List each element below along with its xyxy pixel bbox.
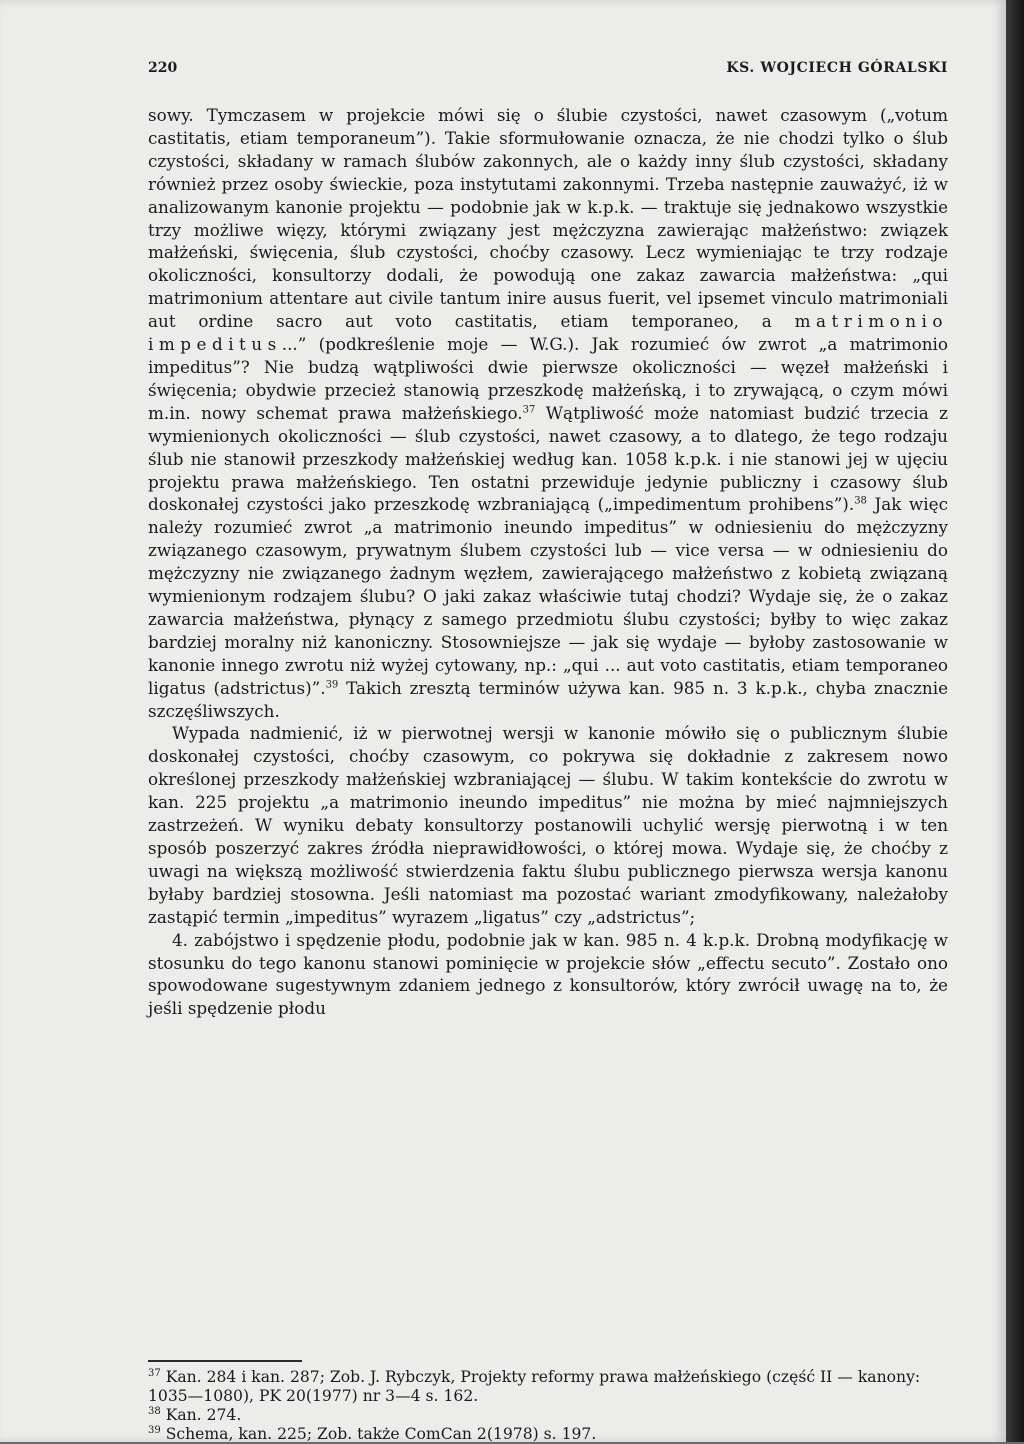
paragraph <box>148 722 948 928</box>
page-number: 220 <box>148 60 178 76</box>
footnote <box>148 1368 948 1406</box>
footnote <box>148 1425 948 1444</box>
text-run: sowy. Tymczasem w projekcie mówi się o ślubie czystości, nawet czasowym („votum castitatis, etiam temporaneum”). Takie sformułowanie oznacza, że nie chodzi tylko o ślub czystości, składany w ramach ślubów zakonnych, ale o każdy inny ślub czystości, składany również przez osoby świeckie, poza instytutami zakonnymi. Trzeba następnie zauważyć, iż w analizowanym kanonie projektu — podobnie jak w k.p.k. — traktuje się jednakowo wszystkie trzy możliwe więzy, którymi związany jest mężczyzna zawierając małżeństwo: związek małżeński, święcenia, ślub czystości, choćby czasowy. Lecz wymieniając te trzy rodzaje okoliczności, konsultorzy dodali, że powodują one zakaz zawarcia małżeństwa: „qui matrimonium attentare aut civile tantum inire ausus fuerit, vel ipsemet vinculo matrimoniali aut ordine sacro aut voto castitatis, etiam temporaneo, a <box>148 105 948 332</box>
running-author: KS. WOJCIECH GÓRALSKI <box>726 60 948 76</box>
spaced-emphasis: matrimonio impeditus <box>148 311 948 355</box>
footnote-ref: 39 <box>325 679 339 691</box>
footnote-number: 39 <box>148 1424 161 1436</box>
footnotes <box>148 1368 948 1444</box>
footnote-ref: 37 <box>522 404 536 416</box>
body-text <box>148 104 948 1020</box>
footnote-text: Kan. 274. <box>160 1406 242 1424</box>
text-run: Wątpliwość może natomiast budzić trzecia z wymienionych okoliczności — ślub czystości, nawet czasowy, a to dlatego, że tego rodzaju ślub nie stanowił przeszkody małżeńskiej według kan. 1058 k.p.k. i nie stanowi jej w ujęciu projektu prawa małżeńskiego. Ten ostatni przewiduje jedynie publiczny i czasowy ślub doskonałej czystości jako przeszkodę wzbraniającą („impedimentum prohibens”). <box>148 402 948 515</box>
footnote-text: Schema, kan. 225; Zob. także ComCan 2(1978) s. 197. <box>160 1425 597 1443</box>
text-run: 4. zabójstwo i spędzenie płodu, podobnie jak w kan. 985 n. 4 k.p.k. Drobną modyfikację w stosunku do tego kanonu stanowi pominięcie w projekcie słów „effectu secuto”. Zostało ono spowodowane sugestywnym zdaniem jednego z konsultorów, który zwrócił uwagę na to, że jeśli spędzenie płodu <box>148 929 948 1019</box>
text-run: Wypada nadmienić, iż w pierwotnej wersji w kanonie mówiło się o publicznym ślubie doskonałej czystości, choćby czasowym, co pokrywa się dokładnie z zakresem nowo określonej przeszkody małżeńskiej wzbraniającej — ślubu. W takim kontekście do zwrotu w kan. 225 projektu „a matrimonio ineundo impeditus” nie można by mieć najmniejszych zastrzeżeń. W wyniku debaty konsultorzy postanowili uchylić wersję pierwotną i w ten sposób poszerzyć zakres źródła nieprawidłowości, o której mowa. Wydaje się, że choćby z uwagi na większą możliwość stwierdzenia faktu ślubu publicznego pierwsza wersja kanonu byłaby bardziej stosowna. Jeśli natomiast ma pozostać wariant zmodyfikowany, należałoby zastąpić termin „impeditus” wyrazem „ligatus” czy „adstrictus”; <box>148 723 948 927</box>
running-header <box>148 60 948 84</box>
footnote-number: 37 <box>148 1367 161 1379</box>
footnote <box>148 1406 948 1425</box>
footnote-text: Kan. 284 i kan. 287; Zob. J. Rybczyk, Projekty reformy prawa małżeńskiego (część II — kanony: 1035—1080), PK 20(1977) nr 3—4 s. 162. <box>148 1368 921 1405</box>
footnote-rule <box>148 1360 302 1362</box>
paragraph <box>148 929 948 1021</box>
footnote-number: 38 <box>148 1405 161 1417</box>
footnote-ref: 38 <box>854 495 867 507</box>
text-run: ...” (podkreślenie moje — W.G.). Jak rozumieć ów zwrot „a matrimonio impeditus”? Nie budzą wątpliwości dwie pierwsze okoliczności — węzeł małżeński i święcenia; obydwie przecież stanowią przeszkodę małżeńską, i to zrywającą, o czym mówi m.in. nowy schemat prawa małżeńskiego. <box>148 334 948 423</box>
text-run: Jak więc należy rozumieć zwrot „a matrimonio ineundo impeditus” w odniesieniu do mężczyzny związanego czasowym, prywatnym ślubem czystości lub — vice versa — w odniesieniu do mężczyzny nie związanego żadnym węzłem, zawierającego małżeństwo z kobietą związaną wymienionym rodzajem ślubu? O jaki zakaz właściwie tutaj chodzi? Wydaje się, że o zakaz zawarcia małżeństwa, płynący z samego przedmiotu ślubu czystości; byłby to więc zakaz bardziej moralny niż kanoniczny. Stosowniejsze — jak się wydaje — byłoby zastosowanie w kanonie innego zwrotu niż wyżej cytowany, np.: „qui ... aut voto castitatis, etiam temporaneo ligatus (adstrictus)”. <box>148 494 948 698</box>
text-run: Takich zresztą terminów używa kan. 985 n. 3 k.p.k., chyba znacznie szczęśliwszych. <box>148 677 949 721</box>
scan-edge <box>1006 0 1024 1442</box>
paragraph <box>148 104 948 722</box>
